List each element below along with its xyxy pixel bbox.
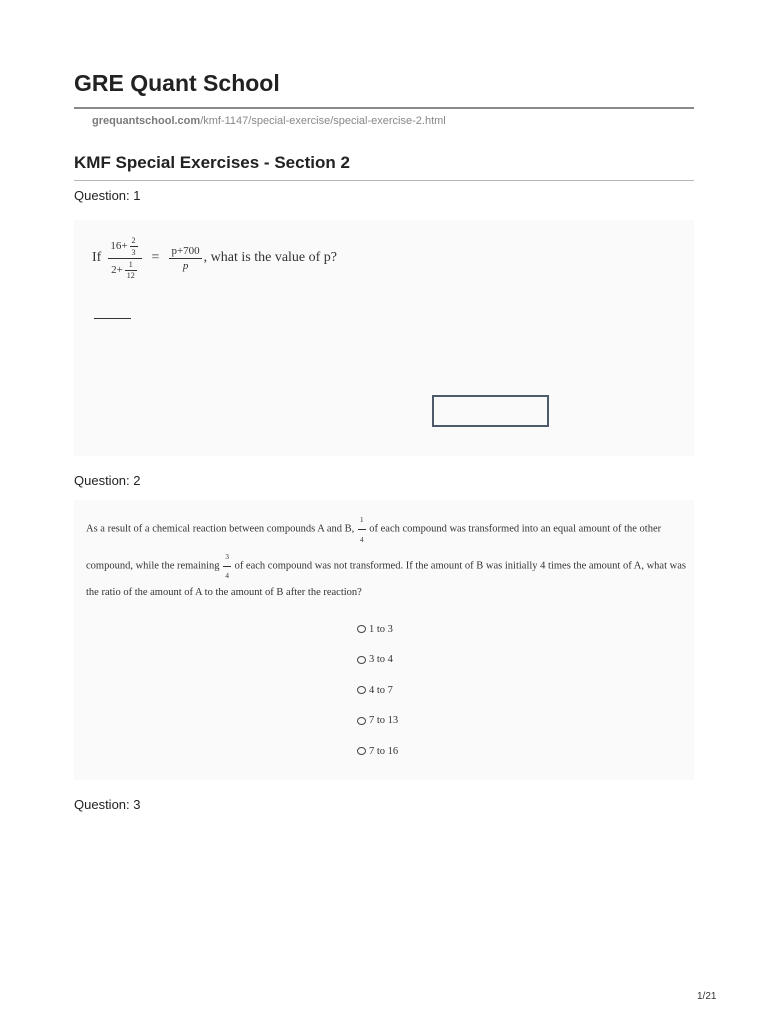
url-path[interactable]: /kmf-1147/special-exercise/special-exercise-2.html (200, 115, 446, 127)
question-1-label: Question: 1 (74, 188, 141, 203)
question-2-text-part1: As a result of a chemical reaction between compounds A and B, (86, 523, 355, 535)
option-1[interactable]: 1 to 3 (357, 614, 398, 645)
lhs-num-frac-den: 3 (131, 247, 136, 257)
section-title: KMF Special Exercises - Section 2 (74, 153, 350, 172)
lhs-den-frac-den: 12 (126, 271, 135, 281)
radio-icon[interactable] (357, 747, 366, 755)
lhs-num-main: 16+ (110, 240, 128, 253)
page-url[interactable] (92, 115, 446, 127)
answer-options (357, 614, 398, 767)
rhs-den: p (182, 259, 189, 272)
radio-icon[interactable] (357, 656, 366, 664)
option-2[interactable]: 3 to 4 (357, 645, 398, 676)
question-1-equation (92, 236, 337, 280)
fraction-one-quarter: $\frac{1}{4}$ (359, 515, 364, 544)
question-2-text-part3: of each compound was not transformed. If the amount of B was initially 4 times the amount of A, what was the ratio of the amount of A to the amount of B after the reaction? (86, 560, 686, 599)
question-1-tail: , what is the value of p? (203, 250, 338, 266)
fraction-three-quarters: $\frac{3}{4}$ (225, 551, 229, 581)
rhs-num: p+700 (171, 244, 200, 257)
site-title: GRE Quant School (74, 70, 280, 96)
answer-blank-line (94, 318, 131, 319)
option-5[interactable]: 7 to 16 (357, 736, 398, 767)
rhs-fraction (169, 245, 201, 272)
page-number: 1/21 (697, 991, 717, 1002)
lhs-den-frac-num: 1 (128, 259, 133, 269)
radio-icon[interactable] (357, 686, 366, 694)
option-4[interactable]: 7 to 13 (357, 706, 398, 737)
question-3-label: Question: 3 (74, 797, 141, 812)
radio-icon[interactable] (357, 625, 366, 633)
question-2-label: Question: 2 (74, 473, 141, 488)
answer-input-box[interactable] (432, 395, 549, 427)
title-divider (74, 107, 694, 109)
question-2-text-part2: of each compound was transformed into an equal amount of the other compound, while the remaining (86, 523, 662, 572)
question-2-text (86, 511, 686, 601)
section-divider (74, 180, 694, 181)
if-word: If (92, 250, 102, 266)
lhs-fraction (108, 236, 141, 280)
lhs-num-frac-num: 2 (131, 236, 136, 245)
lhs-den-main: 2+ (111, 264, 123, 277)
url-domain[interactable]: grequantschool.com (92, 115, 201, 127)
equals-sign: = (151, 250, 160, 266)
option-3[interactable]: 4 to 7 (357, 675, 398, 706)
radio-icon[interactable] (357, 717, 366, 725)
